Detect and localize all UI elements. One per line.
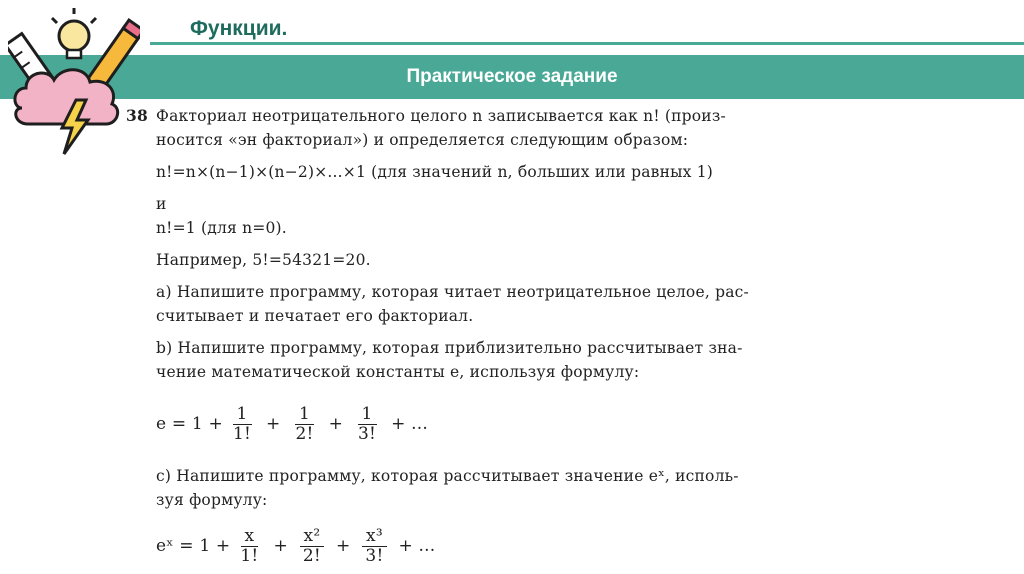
fraction bbox=[236, 527, 262, 566]
numerator: 1 bbox=[295, 405, 314, 425]
intro-line: Факториал неотрицательного целого n записывается как n! (произ- bbox=[156, 107, 726, 125]
plus-sign: + bbox=[266, 414, 281, 434]
fraction bbox=[299, 527, 325, 566]
denominator: 1! bbox=[240, 545, 259, 566]
denominator: 1! bbox=[232, 423, 252, 444]
denominator: 3! bbox=[358, 423, 377, 444]
example-line: Например, 5!=54321=20. bbox=[156, 251, 371, 269]
denominator: 2! bbox=[302, 545, 321, 566]
part-b-line: b) Напишите программу, которая приблизительно рассчитывает зна- bbox=[156, 339, 743, 357]
section-title: Функции. bbox=[190, 17, 288, 40]
formula-tail: + ... bbox=[398, 536, 436, 556]
numerator: x³ bbox=[362, 527, 387, 547]
numerator: 1 bbox=[358, 405, 377, 425]
and-word: и bbox=[156, 195, 167, 213]
part-c-line: c) Напишите программу, которая рассчитывает значение eˣ, исполь- bbox=[156, 467, 739, 485]
numerator: x bbox=[241, 527, 259, 547]
header-divider bbox=[150, 42, 1024, 45]
part-a-line: считывает и печатает его факториал. bbox=[156, 307, 474, 325]
part-b-line: чение математической константы e, используя формулу: bbox=[156, 363, 640, 381]
fraction bbox=[361, 527, 387, 566]
numerator: x² bbox=[300, 527, 325, 547]
fraction bbox=[229, 405, 255, 444]
numerator: 1 bbox=[233, 405, 252, 425]
formula-tail: + ... bbox=[391, 414, 428, 434]
part-a-line: a) Напишите программу, которая читает неотрицательное целое, рас- bbox=[156, 283, 749, 301]
task-number: 38 bbox=[126, 106, 148, 125]
formula-lhs: eˣ = 1 + bbox=[156, 536, 231, 556]
intro-line: носится «эн факториал») и определяется следующим образом: bbox=[156, 131, 689, 149]
part-c-line: зуя формулу: bbox=[156, 491, 268, 509]
formula-ex bbox=[156, 520, 856, 572]
slide-banner bbox=[0, 55, 1024, 99]
plus-sign: + bbox=[273, 536, 288, 556]
denominator: 3! bbox=[365, 545, 384, 566]
base-case-line: n!=1 (для n=0). bbox=[156, 219, 287, 237]
logo-icon bbox=[8, 4, 140, 156]
plus-sign: + bbox=[335, 536, 351, 556]
formula-e bbox=[156, 398, 856, 450]
definition-line: n!=n×(n−1)×(n−2)×...×1 (для значений n, больших или равных 1) bbox=[156, 163, 714, 181]
denominator: 2! bbox=[295, 423, 314, 444]
banner-title: Практическое задание bbox=[406, 66, 618, 87]
formula-lhs: e = 1 + bbox=[156, 414, 223, 434]
plus-sign: + bbox=[328, 414, 344, 434]
fraction bbox=[354, 405, 380, 444]
task-content bbox=[126, 104, 856, 572]
fraction bbox=[292, 405, 318, 444]
